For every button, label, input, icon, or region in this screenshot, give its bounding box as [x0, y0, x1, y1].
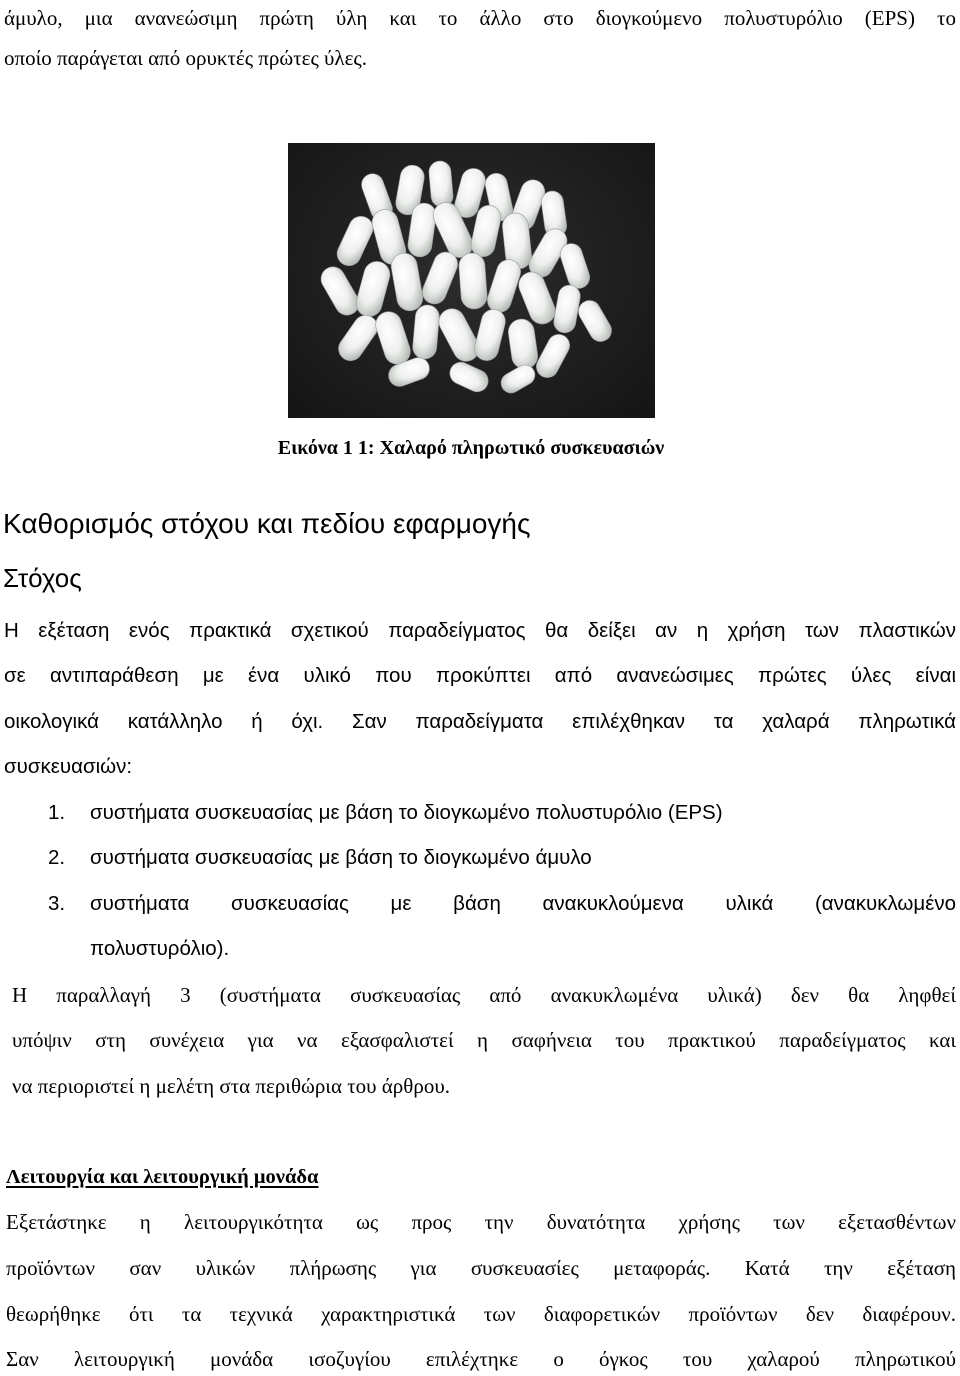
- list-number: 3.: [48, 892, 66, 915]
- note-line: να περιοριστεί η μελέτη στα περιθώρια του άρθρου.: [12, 1074, 450, 1098]
- list-item: συστήματα συσκευασίας με βάση το διογκωμένο άμυλο: [90, 846, 592, 869]
- paragraph-line: οικολογικά κατάλληλο ή όχι. Σαν παραδείγματα επιλέχθηκαν τα χαλαρά πληρωτικά: [4, 710, 956, 733]
- note-line: Η παραλλαγή 3 (συστήματα συσκευασίας από ανακυκλωμένα υλικά) δεν θα ληφθεί: [12, 983, 956, 1007]
- figure-caption: Εικόνα 1 1: Χαλαρό πληρωτικό συσκευασιών: [277, 437, 665, 459]
- section-subheading: Στόχος: [3, 563, 82, 593]
- paragraph-line: Σαν λειτουργική μονάδα ισοζυγίου επιλέχτηκε ο όγκος του χαλαρού πληρωτικού: [6, 1347, 956, 1371]
- list-item-continuation: πολυστυρόλιο).: [90, 937, 230, 960]
- list-item: συστήματα συσκευασίας με βάση ανακυκλούμενα υλικά (ανακυκλωμένο: [90, 892, 956, 915]
- paragraph-line: Εξετάστηκε η λειτουργικότητα ως προς την δυνατότητα χρήσης των εξετασθέντων: [6, 1210, 956, 1234]
- loose-fill-photo: [288, 143, 655, 418]
- intro-line-1: άμυλο, μια ανανεώσιμη πρώτη ύλη και το άλλο στο διογκούμενο πολυστυρόλιο (EPS) το: [4, 6, 956, 30]
- paragraph-line: προϊόντων σαν υλικών πλήρωσης για συσκευασίες μεταφοράς. Κατά την εξέταση: [6, 1256, 956, 1280]
- section-2-heading: Λειτουργία και λειτουργική μονάδα: [6, 1166, 319, 1188]
- note-line: υπόψιν στη συνέχεια για να εξασφαλιστεί η σαφήνεια του πρακτικού παραδείγματος και: [12, 1028, 956, 1052]
- list-number: 2.: [48, 846, 66, 869]
- list-number: 1.: [48, 801, 66, 824]
- paragraph-line: θεωρήθηκε ότι τα τεχνικά χαρακτηριστικά των διαφορετικών προϊόντων δεν διαφέρουν.: [6, 1302, 956, 1326]
- section-heading: Καθορισμός στόχου και πεδίου εφαρμογής: [3, 508, 531, 539]
- intro-line-2: οποίο παράγεται από ορυκτές πρώτες ύλες.: [4, 46, 367, 70]
- paragraph-line: σε αντιπαράθεση με ένα υλικό που προκύπτει από ανανεώσιμες πρώτες ύλες είναι: [4, 664, 956, 687]
- list-item: συστήματα συσκευασίας με βάση το διογκωμένο πολυστυρόλιο (EPS): [90, 801, 723, 824]
- paragraph-line: Η εξέταση ενός πρακτικά σχετικού παραδείγματος θα δείξει αν η χρήση των πλαστικών: [4, 619, 956, 642]
- paragraph-line: συσκευασιών:: [4, 755, 133, 778]
